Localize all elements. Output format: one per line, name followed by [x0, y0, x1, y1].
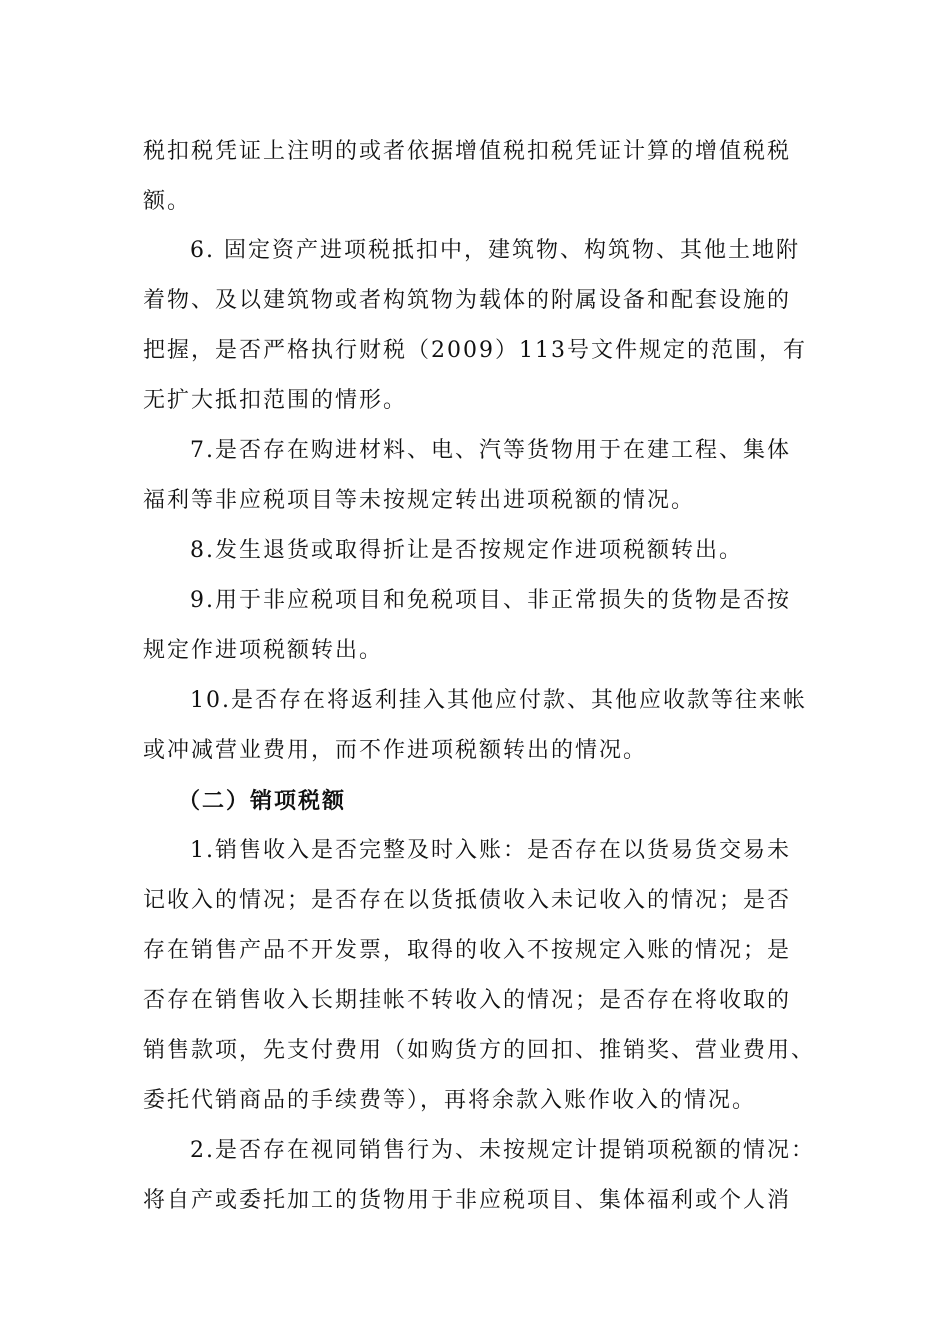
text-line: 记收入的情况；是否存在以货抵债收入未记收入的情况；是否 — [143, 888, 792, 913]
text-line: 无扩大抵扣范围的情形。 — [143, 388, 408, 413]
text-line: 否存在销售收入长期挂帐不转收入的情况；是否存在将收取的 — [143, 988, 792, 1013]
text-line: 规定作进项税额转出。 — [143, 638, 384, 663]
text-line: 1.销售收入是否完整及时入账：是否存在以货易货交易未 — [190, 838, 791, 863]
text-line: 委托代销商品的手续费等），再将余款入账作收入的情况。 — [143, 1088, 757, 1113]
text-line: 将自产或委托加工的货物用于非应税项目、集体福利或个人消 — [143, 1188, 792, 1213]
text-line: 存在销售产品不开发票，取得的收入不按规定入账的情况；是 — [143, 938, 792, 963]
text-line: 或冲减营业费用，而不作进项税额转出的情况。 — [143, 738, 648, 763]
section-heading: （二）销项税额 — [178, 788, 347, 814]
text-line: 把握，是否严格执行财税（2009）113号文件规定的范围，有 — [143, 338, 807, 363]
text-line: 8.发生退货或取得折让是否按规定作进项税额转出。 — [190, 538, 743, 563]
text-line: 7.是否存在购进材料、电、汽等货物用于在建工程、集体 — [190, 438, 791, 463]
text-line: 着物、及以建筑物或者构筑物为载体的附属设备和配套设施的 — [143, 288, 792, 313]
text-line: 2.是否存在视同销售行为、未按规定计提销项税额的情况： — [190, 1138, 815, 1163]
text-line: 额。 — [143, 189, 192, 214]
text-line: 福利等非应税项目等未按规定转出进项税额的情况。 — [143, 488, 696, 513]
text-line: 10.是否存在将返利挂入其他应付款、其他应收款等往来帐 — [190, 688, 807, 713]
text-line: 9.用于非应税项目和免税项目、非正常损失的货物是否按 — [190, 588, 791, 613]
text-line: 销售款项，先支付费用（如购货方的回扣、推销奖、营业费用、 — [143, 1038, 816, 1063]
text-line: 税扣税凭证上注明的或者依据增值税扣税凭证计算的增值税税 — [143, 139, 792, 164]
text-line: 6. 固定资产进项税抵扣中，建筑物、构筑物、其他土地附 — [190, 238, 800, 263]
